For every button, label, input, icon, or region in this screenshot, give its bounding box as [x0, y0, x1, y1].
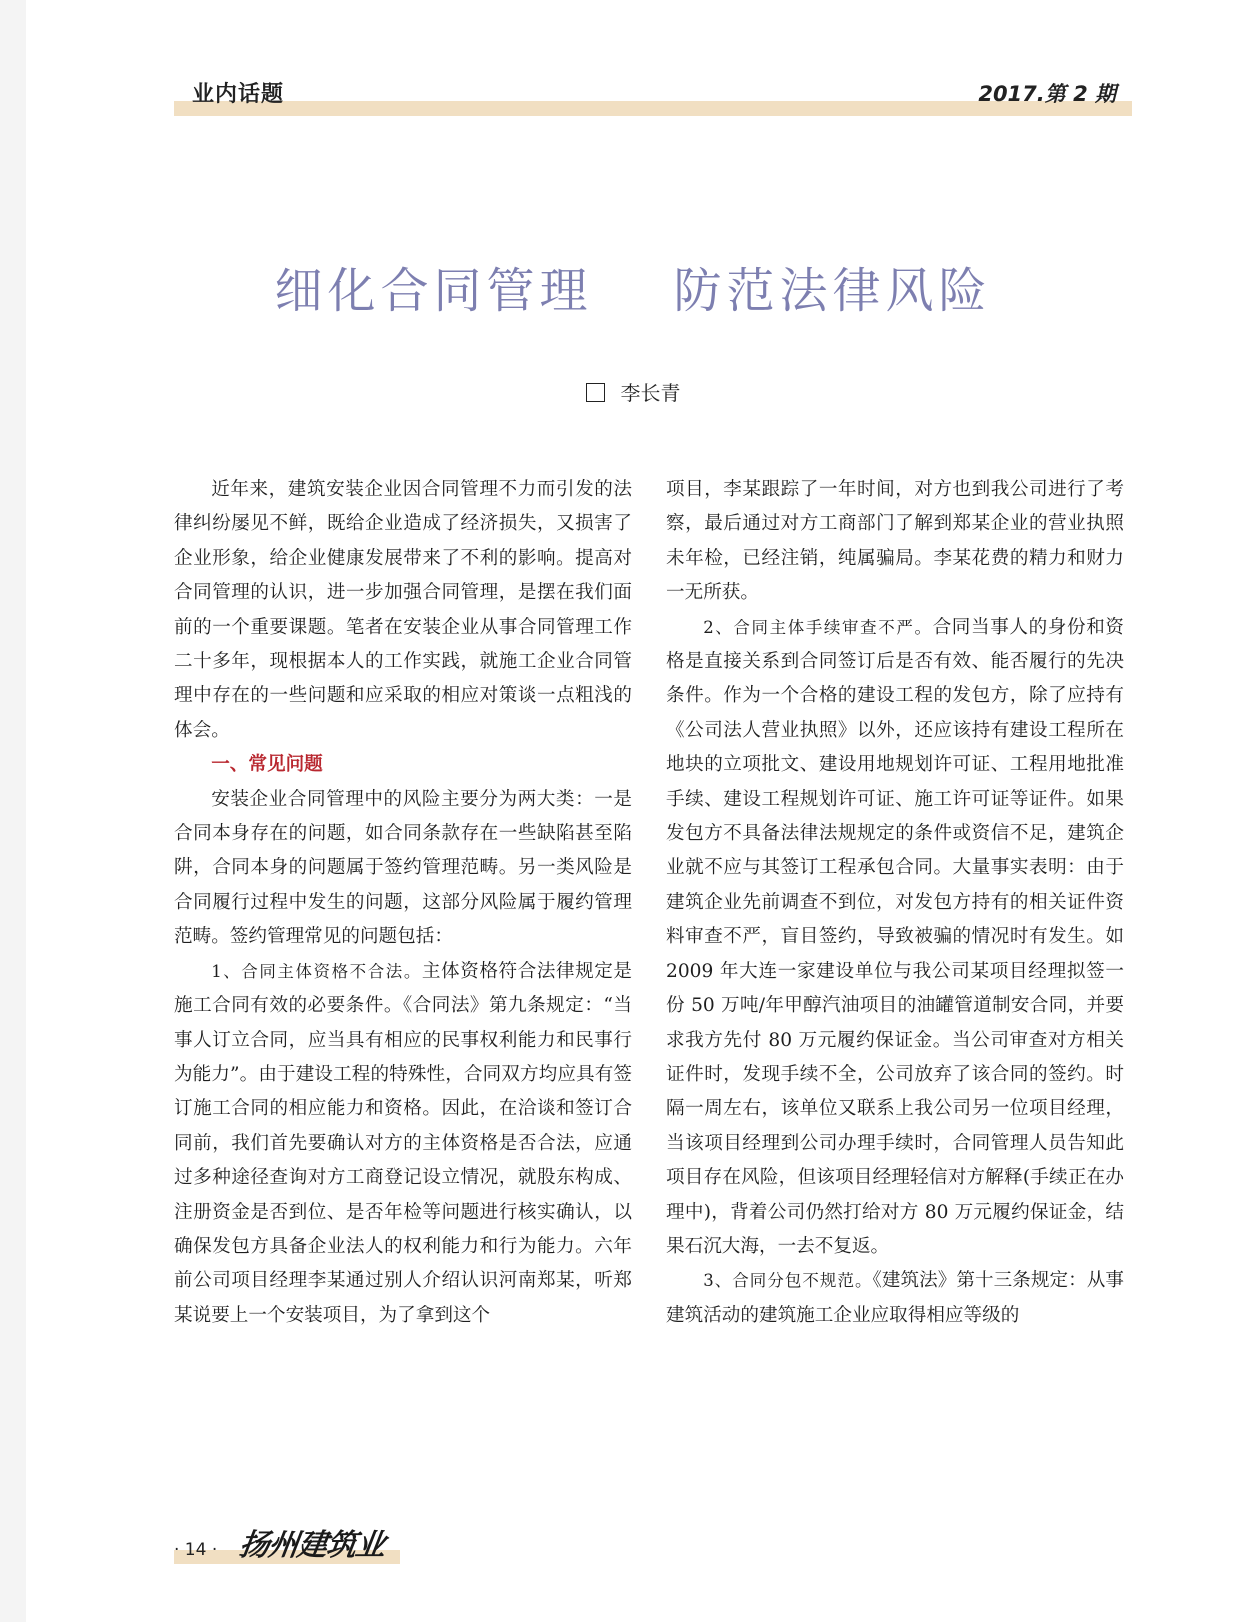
publication-logo: 扬州建筑业 [237, 1528, 387, 1563]
paragraph-lead-in: 1、合同主体资格不合法。 [211, 961, 422, 981]
paragraph-body: 合同当事人的身份和资格是直接关系到合同签订后是否有效、能否履行的先决条件。作为一个合格的建设工程的发包方，除了应持有《公司法人营业执照》以外，还应该持有建设工程所在地块的立项批文、建设用地规划许可证、工程用地批准手续、建设工程规划许可证、施工许可证等证件。如果发包方不具备法律法规规定的条件或资信不足，建筑企业就不应与其签订工程承包合同。大量事实表明：由于建筑企业先前调查不到位，对发包方持有的相关证件资料审查不严，盲目签约，导致被骗的情况时有发生。如 2009 年大连一家建设单位与我公司某项目经理拟签一份 50 万吨/年甲醇汽油项目的油罐管道制安合同，并要求我方先付 80 万元履约保证金。当公司审查对方相关证件时，发现手续不全，公司放弃了该合同的签约。时隔一周左右，该单位又联系上我公司另一位项目经理，当该项目经理到公司办理手续时，合同管理人员告知此项目存在风险，但该项目经理轻信对方解释(手续正在办理中)，背着公司仍然打给对方 80 万元履约保证金，结果石沉大海，一去不复返。 [666, 616, 1124, 1257]
paragraph: 近年来，建筑安装企业因合同管理不力而引发的法律纠纷屡见不鲜，既给企业造成了经济损失，又损害了企业形象，给企业健康发展带来了不利的影响。提高对合同管理的认识，进一步加强合同管理，是摆在我们面前的一个重要课题。笔者在安装企业从事合同管理工作二十多年，现根据本人的工作实践，就施工企业合同管理中存在的一些问题和应采取的相应对策谈一点粗浅的体会。 [174, 479, 632, 741]
section-heading: 一、常见问题 [211, 754, 323, 776]
paragraph-body: 《建筑法》第十三条规定：从事建筑活动的建筑施工企业应取得相应等级的 [666, 1270, 1125, 1326]
paragraph: 项目，李某跟踪了一年时间，对方也到我公司进行了考察，最后通过对方工商部门了解到郑某企业的营业执照未年检，已经注销，纯属骗局。李某花费的精力和财力一无所获。 [666, 479, 1124, 604]
issue-label: 2017.第 2 期 [978, 82, 1116, 106]
paragraph [666, 611, 1124, 1265]
paragraph: 安装企业合同管理中的风险主要分为两大类：一是合同本身存在的问题，如合同条款存在一些缺陷甚至陷阱，合同本身的问题属于签约管理范畴。另一类风险是合同履行过程中发生的问题，这部分风险属于履约管理范畴。签约管理常见的问题包括： [174, 788, 632, 948]
byline [26, 377, 1240, 406]
paragraph [666, 1264, 1124, 1333]
paragraph-lead-in: 2、合同主体手续审查不严。 [703, 617, 933, 637]
author-name: 李长青 [620, 381, 681, 405]
running-header [174, 78, 1132, 116]
paragraph [174, 955, 632, 1333]
page-number: · 14 · [174, 1540, 218, 1560]
running-footer [174, 1528, 400, 1566]
paragraph-lead-in: 3、合同分包不规范。 [703, 1271, 873, 1291]
page [26, 0, 1240, 1622]
section-label: 业内话题 [192, 82, 285, 107]
article-title: 细化合同管理 防范法律风险 [274, 263, 992, 319]
square-icon [586, 383, 605, 402]
left-column [174, 473, 632, 1333]
paragraph-body: 主体资格符合法律规定是施工合同有效的必要条件。《合同法》第九条规定：“当事人订立合同，应当具有相应的民事权利能力和民事行为能力”。由于建设工程的特殊性，合同双方均应具有签订施工合同的相应能力和资格。因此，在洽谈和签订合同前，我们首先要确认对方的主体资格是否合法，应通过多种途径查询对方工商登记设立情况，就股东构成、注册资金是否到位、是否年检等问题进行核实确认，以确保发包方具备企业法人的权利能力和行为能力。六年前公司项目经理李某通过别人介绍认识河南郑某，听郑某说要上一个安装项目，为了拿到这个 [174, 960, 632, 1326]
right-column [666, 473, 1124, 1333]
